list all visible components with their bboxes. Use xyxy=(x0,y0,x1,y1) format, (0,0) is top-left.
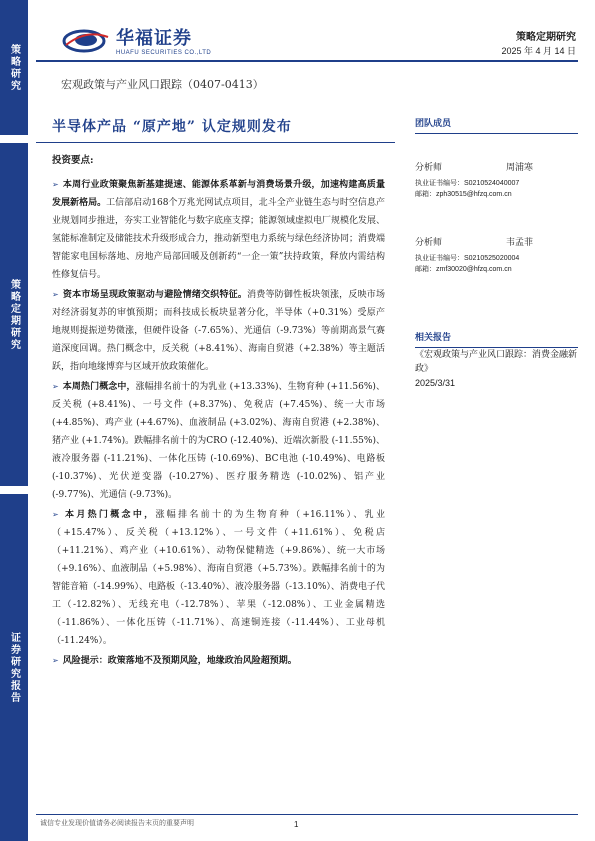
key-point-body: 涨幅排名前十的为乳业 (+13.33%)、生物育种 (+11.56%)、反关税 (+8.41%)、一号文件 (+8.37%)、免税店 (+7.45%)、统一大市场 (+4.85%)、鸡产业 (+4.67%)、血液制品 (+3.02%)、海南自贸港 (+2.38%)、猪产业 (+1.74%)。跌幅排名前十的为CRO (-12.40%)、近端次新股 (-11.55%)、液冷服务器 (-11.21%)、一体化压铸 (-10.69%)、BC电池 (-10.49%)、电路板 (-10.37%)、光伏逆变器 (-10.27%)、医疗服务精选 (-10.02%)、铝产业 (-9.77%)、光通信 (-9.73%)。 xyxy=(52,382,385,500)
key-points-title: 投资要点: xyxy=(52,155,94,166)
arrow-bullet-icon: ➢ xyxy=(52,656,59,665)
sidebar-tag-label: 策略定期研究 xyxy=(8,278,20,351)
analyst-name: 周浦寒 xyxy=(505,163,533,173)
risk-warning xyxy=(52,652,385,670)
key-point-paragraph xyxy=(52,378,385,504)
footer-divider xyxy=(36,814,578,815)
sidebar-tag-report xyxy=(0,494,28,841)
related-report-item[interactable] xyxy=(415,348,578,390)
headline-divider xyxy=(36,142,395,143)
arrow-bullet-icon: ➢ xyxy=(52,290,59,299)
arrow-bullet-icon: ➢ xyxy=(52,180,59,189)
related-report-link[interactable]: 《宏观政策与产业风口跟踪：消费金融新政》 xyxy=(415,350,578,374)
report-date: 2025 年 4 月 14 日 xyxy=(501,46,576,56)
cert-number: S0210525020004 xyxy=(464,255,520,262)
header-divider xyxy=(36,60,578,62)
key-point-lead: 本周行业政策聚焦新基建提速、能源体系革新与消费场景升级，加速构建高质量发展新格局。 xyxy=(52,180,385,208)
report-type: 策略定期研究 xyxy=(516,32,576,43)
logo-swirl-icon xyxy=(62,27,110,53)
left-sidebar xyxy=(0,0,28,841)
arrow-bullet-icon: ➢ xyxy=(52,382,59,391)
analyst-card xyxy=(415,163,578,200)
cert-label: 执业证书编号： xyxy=(415,179,464,187)
analyst-email[interactable]: zmf30020@hfzq.com.cn xyxy=(436,266,512,273)
cert-label: 执业证书编号： xyxy=(415,254,464,262)
logo-chinese-name: 华福证券 xyxy=(116,28,192,49)
sidebar-tag-periodic xyxy=(0,143,28,486)
report-headline: 半导体产品 “原产地” 认定规则发布 xyxy=(52,119,292,135)
footer-disclaimer: 诚信专业发现价值请务必阅读报告末页的重要声明 xyxy=(40,819,194,827)
email-label: 邮箱： xyxy=(415,265,436,273)
key-point-body: 涨幅排名前十的为生物育种（+16.11%）、乳业（+15.47%）、反关税（+13.12%）、一号文件（+11.61%）、免税店（+11.21%）、鸡产业（+10.61%）、动物保健精选（+9.86%）、统一大市场（+9.16%）、血液制品（+5.98%）、海南自贸港（+5.73%）。跌幅排名前十的为智能音箱（-14.99%）、电路板（-13.40%）、液冷服务器（-13.10%）、消费电子代工（-12.82%）、无线充电（-12.78%）、苹果（-12.08%）、工业金属精选（-11.86%）、一体化压铸（-11.71%）、高速铜连接（-11.44%）、工业母机（-11.24%）。 xyxy=(52,510,385,646)
key-point-lead: 本月热门概念中， xyxy=(62,510,156,520)
arrow-bullet-icon: ➢ xyxy=(52,510,59,519)
key-point-lead: 本周热门概念中， xyxy=(62,382,136,392)
sidebar-tag-label: 策略研究 xyxy=(8,43,20,92)
team-title: 团队成员 xyxy=(415,116,578,134)
sidebar-tag-strategy xyxy=(0,0,28,135)
key-point-body: 消费等防御性板块领涨，反映市场对经济弱复苏的审慎预期；而科技成长板块显著分化，半导体（+0.31%）受原产地规则提振逆势微涨，但硬件设备（-7.65%）、光通信（-9.73%）等前期高景气赛道深度回调。热门概念中，反关税（+8.41%）、海南自贸港（+2.38%）等主题活跃，指向地缘博弈与区域开放政策催化。 xyxy=(52,290,385,372)
analyst-email[interactable]: zph30515@hfzq.com.cn xyxy=(436,191,512,198)
related-report-date: 2025/3/31 xyxy=(415,378,456,388)
key-point-lead: 风险提示：政策落地不及预期风险，地缘政治风险超预期。 xyxy=(62,656,297,666)
report-series-title: 宏观政策与产业风口跟踪（0407-0413） xyxy=(61,78,264,91)
key-point-body: 工信部启动168个万兆光网试点项目，北斗全产业链生态与时空信息产业规划同步推进，夯实工业智能化与数字底座支撑；能源领域虚拟电厂规模化发展、氢能标准制定及储能技术升级形成合力，推动新型电力系统与绿色经济协同；消费端智能家电国标落地、房地产局部回暖及创新药“一企一策”扶持政策，释放内需结构性修复信号。 xyxy=(52,198,386,280)
key-point-lead: 资本市场呈现政策驱动与避险情绪交织特征。 xyxy=(62,290,248,300)
key-point-paragraph xyxy=(52,286,385,376)
logo-english-name: HUAFU SECURITIES CO.,LTD xyxy=(116,50,212,56)
related-reports-title: 相关报告 xyxy=(415,330,578,348)
analyst-card xyxy=(415,238,578,275)
page-number: 1 xyxy=(294,820,299,829)
analyst-name: 韦孟菲 xyxy=(505,238,533,248)
company-logo xyxy=(62,24,211,56)
cert-number: S0210524040007 xyxy=(464,180,520,187)
key-point-paragraph xyxy=(52,506,385,650)
sidebar-tag-label: 证券研究报告 xyxy=(8,631,20,704)
email-label: 邮箱： xyxy=(415,190,436,198)
key-point-paragraph xyxy=(52,176,385,284)
key-points-section xyxy=(52,152,385,672)
right-column xyxy=(415,116,578,388)
analyst-role: 分析师 xyxy=(415,163,443,173)
analyst-role: 分析师 xyxy=(415,238,443,248)
